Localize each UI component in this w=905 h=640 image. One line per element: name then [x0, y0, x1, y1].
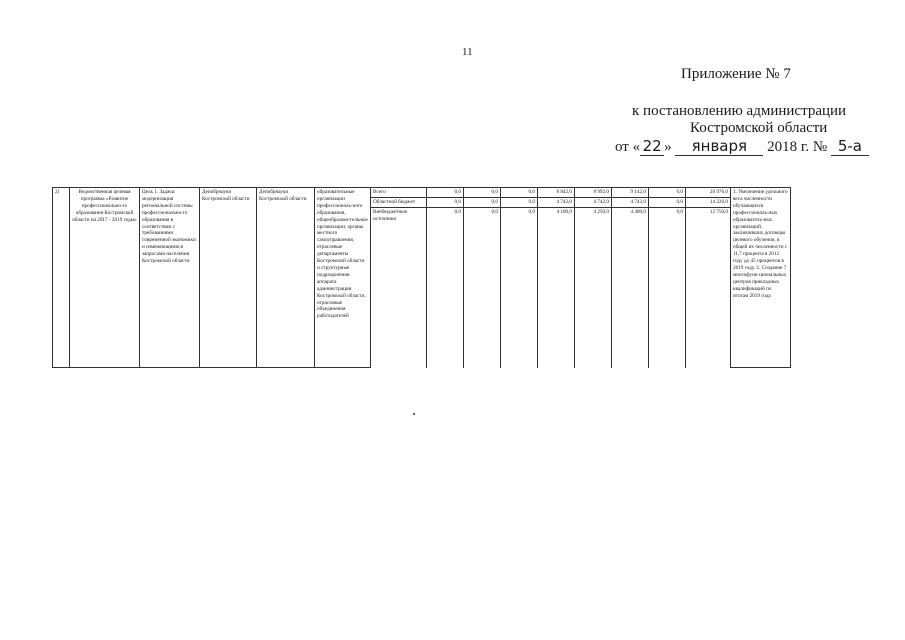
funding-cell: 4 100,0 — [538, 207, 575, 368]
funding-cell: 4 742,0 — [575, 197, 612, 207]
page-number: 11 — [462, 46, 473, 58]
expected-results: 1. Увеличение удельного веса численности обучающихся профессиональ-ных образователь-ных организаций, заключивших договоры целевого обучения, в общей их численности с 11,7 процента в 2012 году до 45 процентов в 2019 году. 2. Создание 7 многофунк-циональных центров прикладных квалификаций по итогам 2019 года — [731, 188, 791, 368]
funding-source: Внебюджетные источники — [371, 207, 427, 368]
funding-source: Всего — [371, 188, 427, 198]
funding-cell: 0,0 — [427, 207, 464, 368]
funding-cell: 0,0 — [427, 188, 464, 198]
funding-cell: 9 142,0 — [612, 188, 649, 198]
funding-cell: 0,0 — [649, 207, 686, 368]
funding-cell: 8 992,0 — [575, 188, 612, 198]
funding-cell: 8 842,0 — [538, 188, 575, 198]
funding-cell: 4 250,0 — [575, 207, 612, 368]
funding-cell: 4 742,0 — [612, 197, 649, 207]
funding-cell: 0,0 — [649, 188, 686, 198]
appendix-region: Костромской области — [690, 120, 828, 136]
date-day: 22 — [640, 137, 664, 156]
program-goal: Цель 1. Задача: модернизация региональной системы профессионально-го образования в соответствии с требованиями современной экономики и изменяющимися запросами населения Костромской области — [140, 188, 200, 368]
decree-number: 5-а — [831, 137, 869, 156]
date-prefix: от « — [615, 139, 641, 155]
appendix-title: Приложение № 7 — [681, 66, 791, 82]
table-row — [53, 188, 791, 198]
funding-cell: 0,0 — [427, 197, 464, 207]
appendix-subtitle: к постановлению администрации — [632, 103, 847, 119]
funding-cell: 4 400,0 — [612, 207, 649, 368]
date-month: января — [675, 137, 763, 156]
funding-cell: 12 750,0 — [686, 207, 731, 368]
funding-cell: 0,0 — [464, 207, 501, 368]
funding-cell: 14 226,0 — [686, 197, 731, 207]
scan-speck — [413, 413, 415, 415]
row-number: 2) — [53, 188, 70, 368]
participants: образовательные организации профессиональ-ного образования, общеобразова-тельные организации, органы местного самоуправления, отраслевые департаменты Костромской области и структурные подразделения аппарата администрации Костромской области, отраслевые объединения работодателей — [315, 188, 371, 368]
program-table — [52, 187, 791, 368]
funding-cell: 26 976,0 — [686, 188, 731, 198]
date-year: 2018 г. № — [763, 139, 831, 155]
coordinator: Депобрнауки Костромской области — [200, 188, 257, 368]
funding-source: Областной бюджет — [371, 197, 427, 207]
appendix-date-line — [615, 137, 869, 156]
date-mid: » — [664, 139, 676, 155]
funding-cell: 4 742,0 — [538, 197, 575, 207]
funding-cell: 0,0 — [501, 188, 538, 198]
responsible-executor: Депобрнауки Костромской области — [257, 188, 315, 368]
funding-cell: 0,0 — [464, 188, 501, 198]
funding-cell: 0,0 — [464, 197, 501, 207]
program-name: Ведомственная целевая программа «Развитие профессионально-го образования Костромской области на 2017 - 2019 годы» — [70, 188, 140, 368]
funding-cell: 0,0 — [501, 207, 538, 368]
funding-cell: 0,0 — [649, 197, 686, 207]
funding-cell: 0,0 — [501, 197, 538, 207]
